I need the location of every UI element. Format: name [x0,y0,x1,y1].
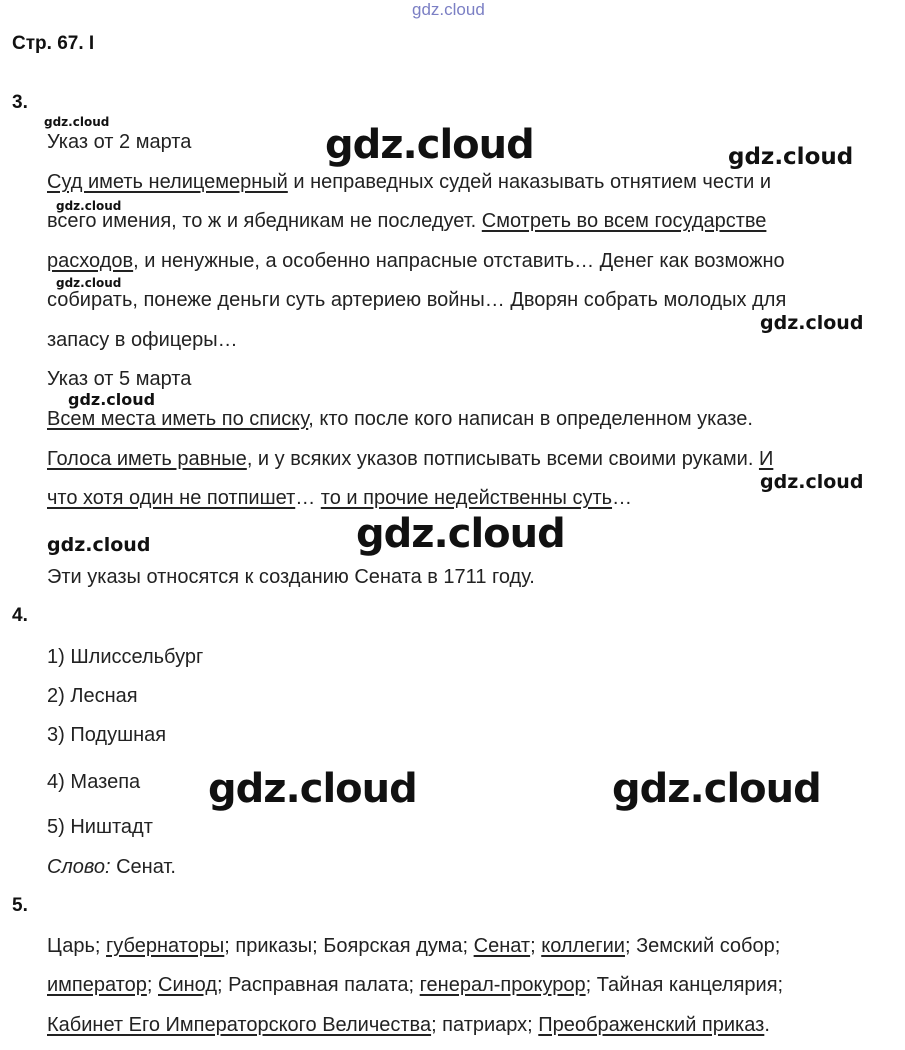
text-fragment: ; Земский собор; [624,935,781,957]
text-fragment: всего имения, то ж и ябедникам не последует. [47,210,482,232]
text-fragment: ; Тайная канцелярия; [585,974,784,996]
list-item: 4) Мазепа [47,771,141,793]
text-fragment: . [764,1014,770,1036]
underlined-term: Сенат [473,935,531,957]
page-title: Стр. 67. I [12,33,95,54]
task-5-line-2 [47,973,783,997]
answer-word [47,855,176,879]
underlined-phrase: расходов [47,250,134,272]
text-fragment: , и у всяких указов потписывать всеми своими руками. [246,448,759,470]
text-fragment: , кто после кого написан в определенном указе. [308,408,753,430]
watermark-large: gdz.cloud [612,766,821,812]
decree-1-line-3 [47,249,785,273]
decree-1-line-5 [47,328,238,352]
watermark-medium: gdz.cloud [760,312,864,334]
decree-2-title: Указ от 5 марта [47,368,192,390]
text-fragment: ; [530,935,542,957]
underlined-term: Преображенский приказ [538,1014,765,1036]
task-5-line-3 [47,1013,770,1037]
decree-1-line-1 [47,170,771,194]
decree-1-title: Указ от 2 марта [47,131,192,153]
underlined-phrase: то и прочие недейственны суть [320,487,613,509]
underlined-term: император [47,974,147,996]
decree-2-line-2 [47,447,773,471]
text-fragment: и неправедных судей наказывать отнятием чести и [287,171,772,193]
underlined-term: генерал-прокурор [419,974,586,996]
text-fragment: … [612,487,633,509]
decree-1-line-4 [47,288,786,312]
text-fragment: ; приказы; Боярская дума; [224,935,474,957]
task-3-number: 3. [12,92,28,113]
text-fragment: ; патриарх; [431,1014,539,1036]
underlined-phrase: И [758,448,774,470]
text-fragment: Царь; [47,935,107,957]
text-fragment: ; [146,974,158,996]
text-fragment: собирать, понеже деньги суть артериею войны… Дворян собрать молодых для [47,289,787,311]
task-3-conclusion: Эти указы относятся к созданию Сената в 1711 году. [47,566,535,588]
underlined-phrase: что хотя один не потпишет [47,487,296,509]
list-item: 3) Подушная [47,724,167,746]
watermark-small: gdz.cloud [44,115,110,129]
watermark-small: gdz.cloud [56,276,122,290]
watermark-large: gdz.cloud [356,511,565,557]
underlined-term: коллегии [541,935,625,957]
watermark-small: gdz.cloud [56,199,122,213]
list-item: 2) Лесная [47,685,138,707]
watermark-medium: gdz.cloud [728,144,854,170]
task-5-number: 5. [12,895,28,916]
answer-word-value: Сенат. [110,856,176,878]
underlined-phrase: Суд иметь нелицемерный [47,171,288,193]
list-item: 1) Шлиссельбург [47,646,204,668]
decree-1-line-2 [47,209,766,233]
underlined-phrase: Всем места иметь по списку [47,408,309,430]
decree-2-line-1 [47,407,753,431]
watermark-medium: gdz.cloud [760,471,864,493]
watermark-medium: gdz.cloud [47,534,151,556]
watermark-small: gdz.cloud [68,390,156,409]
watermark-top: gdz.cloud [412,0,485,19]
list-item: 5) Ништадт [47,816,153,838]
text-fragment: запасу в офицеры… [47,329,238,351]
watermark-large: gdz.cloud [208,766,417,812]
underlined-phrase: Голоса иметь равные [47,448,247,470]
underlined-term: Кабинет Его Императорского Величества [47,1014,432,1036]
watermark-large: gdz.cloud [325,122,534,168]
underlined-term: Синод [158,974,218,996]
answer-word-label: Слово: [47,856,111,878]
text-fragment: … [295,487,321,509]
underlined-term: губернаторы [106,935,225,957]
task-4-number: 4. [12,605,28,626]
decree-2-line-3 [47,486,632,510]
underlined-phrase: Смотреть во всем государстве [481,210,767,232]
text-fragment: ; Расправная палата; [217,974,420,996]
task-5-line-1 [47,934,780,958]
text-fragment: , и ненужные, а особенно напрасные отставить… Денег как возможно [133,250,785,272]
